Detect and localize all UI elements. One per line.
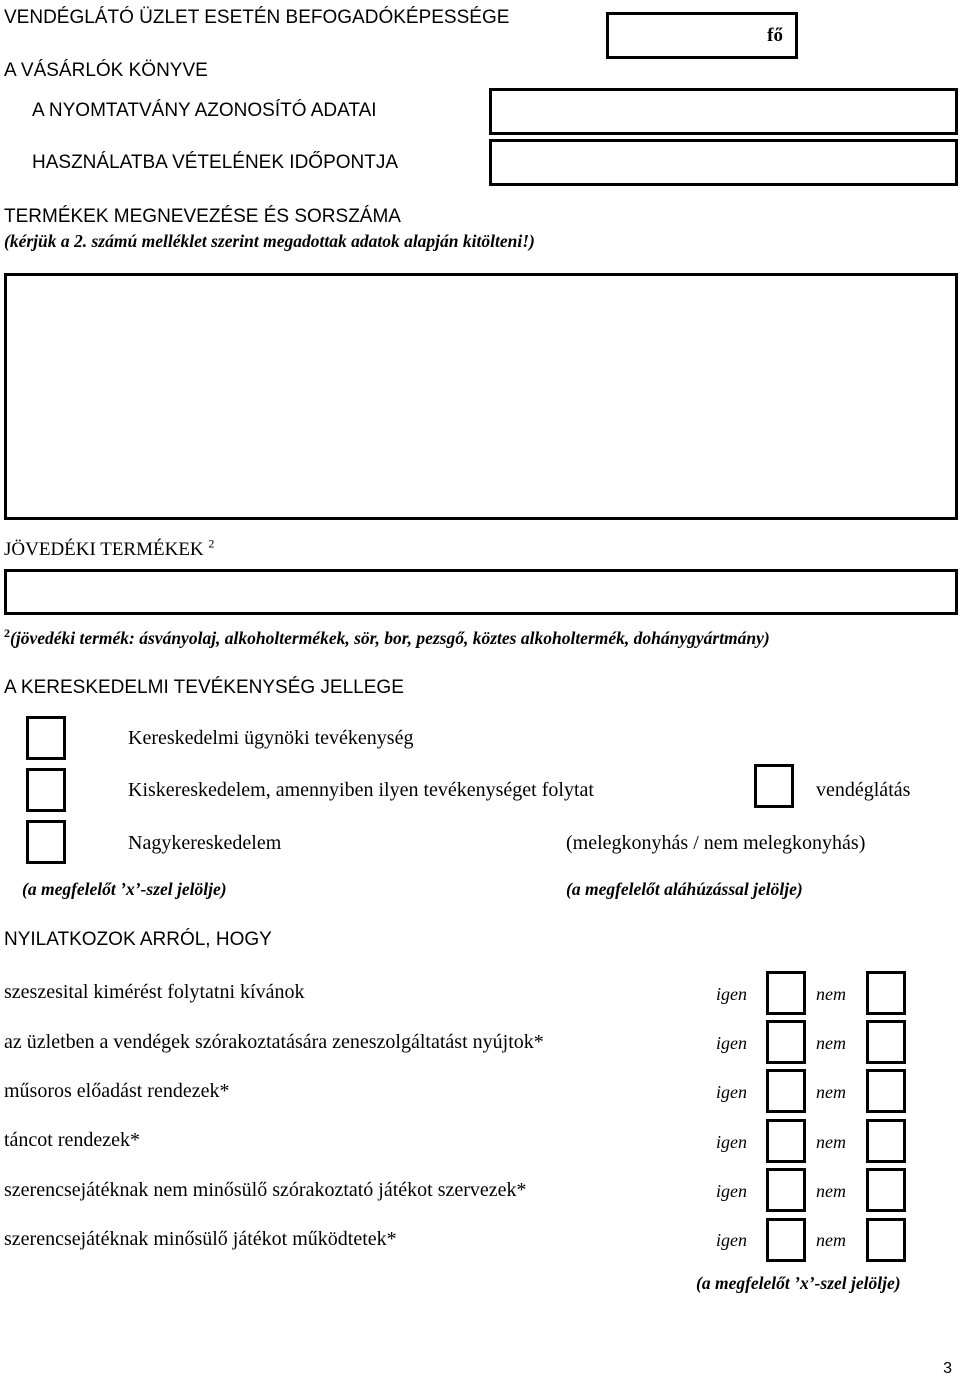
capacity-unit: fő	[767, 25, 783, 46]
checkbox-agent[interactable]	[26, 716, 66, 760]
usage-date-field[interactable]	[489, 139, 958, 186]
no-checkbox[interactable]	[866, 971, 906, 1015]
excise-sup: 2	[208, 536, 215, 551]
yes-label: igen	[716, 1181, 747, 1201]
products-note: (kérjük a 2. számú melléklet szerint megadottak adatok alapján kitölteni!)	[4, 231, 535, 251]
declaration-item: az üzletben a vendégek szórakoztatására zeneszolgáltatást nyújtok*	[4, 1031, 544, 1053]
yes-label: igen	[716, 1033, 747, 1053]
no-label: nem	[816, 1033, 846, 1053]
note-underline: (a megfelelőt aláhúzással jelölje)	[566, 879, 803, 899]
excise-field[interactable]	[4, 569, 958, 615]
form-id-label: A NYOMTATVÁNY AZONOSÍTÓ ADATAI	[32, 100, 377, 121]
yes-label: igen	[716, 1082, 747, 1102]
yes-checkbox[interactable]	[766, 1168, 806, 1212]
yes-checkbox[interactable]	[766, 1020, 806, 1064]
excise-footnote-sup: 2	[4, 626, 10, 641]
excise-label-text: JÖVEDÉKI TERMÉKEK	[4, 539, 204, 560]
book-label: A VÁSÁRLÓK KÖNYVE	[4, 60, 208, 81]
option-wholesale: Nagykereskedelem	[128, 832, 282, 854]
no-checkbox[interactable]	[866, 1218, 906, 1262]
no-checkbox[interactable]	[866, 1168, 906, 1212]
checkbox-retail[interactable]	[26, 768, 66, 812]
products-textarea[interactable]	[4, 273, 958, 520]
excise-footnote-text: (jövedéki termék: ásványolaj, alkoholtermékek, sör, bor, pezsgő, köztes alkoholtermék, dohánygyártmány)	[10, 628, 770, 648]
excise-footnote	[4, 626, 770, 648]
no-label: nem	[816, 1082, 846, 1102]
no-label: nem	[816, 1230, 846, 1250]
checkbox-hospitality[interactable]	[754, 764, 794, 808]
declaration-item: szerencsejátéknak nem minősülő szórakoztató játékot szervezek*	[4, 1179, 527, 1201]
yes-checkbox[interactable]	[766, 1218, 806, 1262]
no-label: nem	[816, 1181, 846, 1201]
checkbox-wholesale[interactable]	[26, 820, 66, 864]
option-retail: Kiskereskedelem, amennyiben ilyen tevékenységet folytat	[128, 779, 594, 801]
hospitality-sub: (melegkonyhás / nem melegkonyhás)	[566, 832, 866, 854]
page-number: 3	[943, 1360, 952, 1377]
declaration-item: szerencsejátéknak minősülő játékot működtetek*	[4, 1228, 397, 1250]
option-agent: Kereskedelmi ügynöki tevékenység	[128, 727, 414, 749]
hospitality-label: vendéglátás	[816, 779, 911, 801]
no-checkbox[interactable]	[866, 1119, 906, 1163]
yes-checkbox[interactable]	[766, 1069, 806, 1113]
yes-label: igen	[716, 984, 747, 1004]
form-id-field[interactable]	[489, 88, 958, 135]
excise-label	[4, 536, 215, 560]
yes-label: igen	[716, 1132, 747, 1152]
capacity-field[interactable]	[606, 12, 798, 59]
yes-checkbox[interactable]	[766, 1119, 806, 1163]
declaration-note: (a megfelelőt ’x’-szel jelölje)	[696, 1273, 901, 1293]
note-x: (a megfelelőt ’x’-szel jelölje)	[22, 879, 227, 899]
no-label: nem	[816, 1132, 846, 1152]
declaration-item: műsoros előadást rendezek*	[4, 1080, 230, 1102]
activity-label: A KERESKEDELMI TEVÉKENYSÉG JELLEGE	[4, 677, 404, 698]
capacity-label: VENDÉGLÁTÓ ÜZLET ESETÉN BEFOGADÓKÉPESSÉGE	[4, 7, 510, 28]
yes-label: igen	[716, 1230, 747, 1250]
yes-checkbox[interactable]	[766, 971, 806, 1015]
usage-date-label: HASZNÁLATBA VÉTELÉNEK IDŐPONTJA	[32, 152, 399, 173]
declaration-label: NYILATKOZOK ARRÓL, HOGY	[4, 929, 272, 950]
no-label: nem	[816, 984, 846, 1004]
products-label: TERMÉKEK MEGNEVEZÉSE ÉS SORSZÁMA	[4, 206, 401, 227]
declaration-item: táncot rendezek*	[4, 1129, 141, 1151]
no-checkbox[interactable]	[866, 1020, 906, 1064]
no-checkbox[interactable]	[866, 1069, 906, 1113]
declaration-item: szeszesital kimérést folytatni kívánok	[4, 981, 305, 1003]
